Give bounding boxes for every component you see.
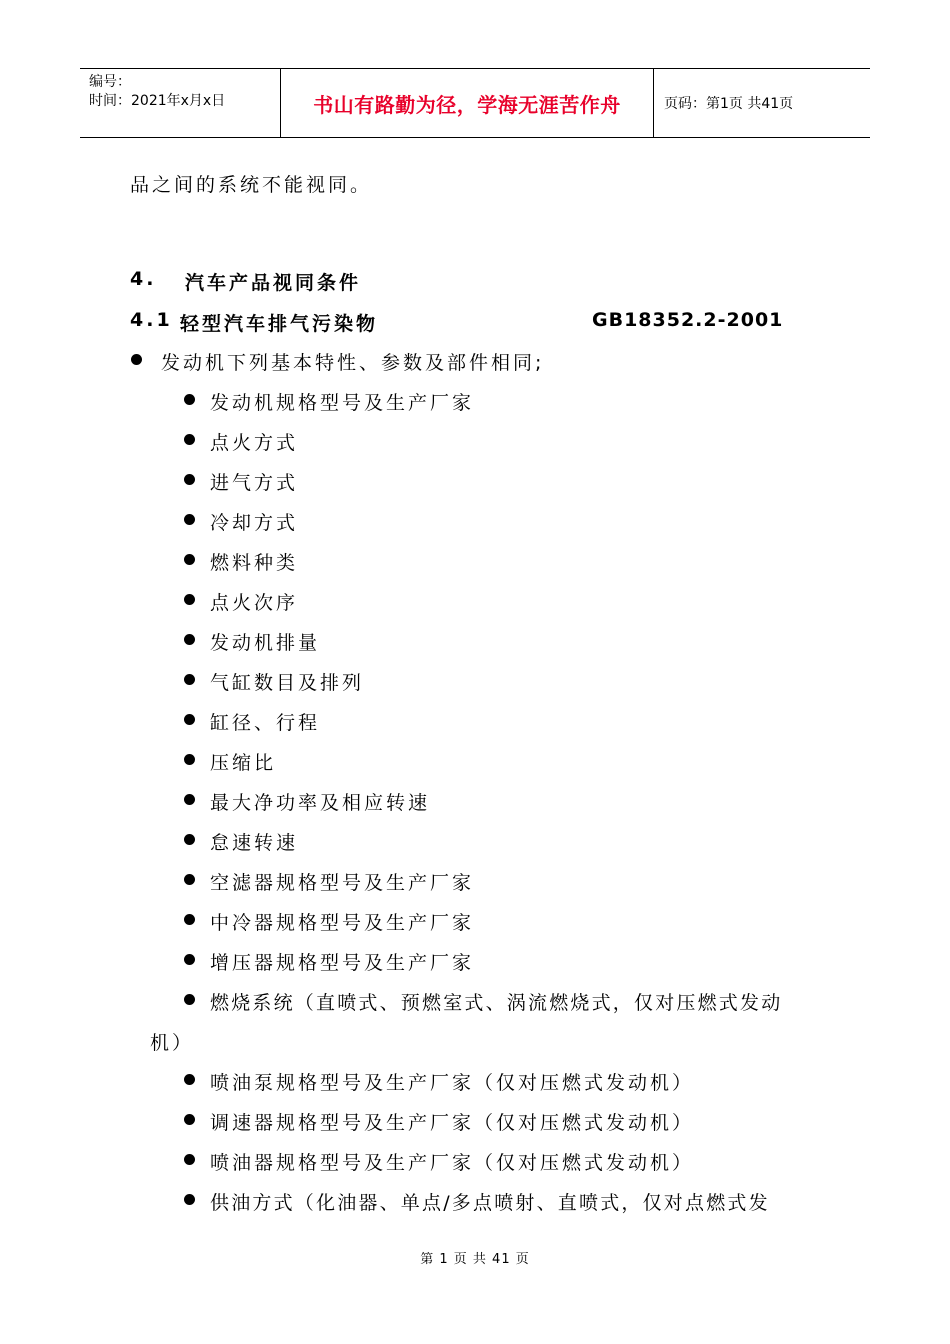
- list-item: 喷油器规格型号及生产厂家（仅对压燃式发动机）: [210, 1152, 695, 1174]
- bullet-icon: [184, 794, 195, 805]
- bullet-icon: [184, 554, 195, 565]
- list-item: 发动机规格型号及生产厂家: [210, 392, 475, 414]
- list-item: 调速器规格型号及生产厂家（仅对压燃式发动机）: [210, 1112, 695, 1134]
- bullet-icon: [184, 594, 195, 605]
- section-number: 4.: [130, 268, 157, 290]
- header-motto: 书山有路勤为径，学海无涯苦作舟: [313, 92, 621, 117]
- list-item: 冷却方式: [210, 512, 299, 534]
- bullet-icon: [184, 1114, 195, 1125]
- list-item: 发动机排量: [210, 632, 321, 654]
- bullet-icon: [184, 1074, 195, 1085]
- header-motto-cell: [281, 69, 654, 137]
- bullet-icon: [184, 714, 195, 725]
- list-item: 最大净功率及相应转速: [210, 792, 431, 814]
- header-meta: [80, 69, 281, 137]
- list-item: 怠速转速: [210, 832, 299, 854]
- list-item: 压缩比: [210, 752, 277, 774]
- bullet-icon: [184, 394, 195, 405]
- bullet-icon: [184, 994, 195, 1005]
- list-item: 缸径、行程: [210, 712, 321, 734]
- bullet-icon: [184, 674, 195, 685]
- bullet-icon: [184, 1154, 195, 1165]
- list-item: 气缸数目及排列: [210, 672, 365, 694]
- bullet-icon: [184, 754, 195, 765]
- list-item: 燃料种类: [210, 552, 299, 574]
- page-footer: 第 1 页 共 41 页: [420, 1252, 530, 1267]
- list-item: 点火方式: [210, 432, 299, 454]
- document-time-label: 时间：2021年x月x日: [89, 93, 226, 109]
- section-title: 汽车产品视同条件: [185, 272, 362, 294]
- bullet-icon: [131, 354, 142, 365]
- list-item-continuation: 机）: [150, 1032, 195, 1054]
- list-item: 供油方式（化油器、单点/多点喷射、直喷式，仅对点燃式发: [210, 1192, 770, 1214]
- bullet-icon: [184, 1194, 195, 1205]
- list-item: 喷油泵规格型号及生产厂家（仅对压燃式发动机）: [210, 1072, 695, 1094]
- bullet-icon: [184, 954, 195, 965]
- list-item: 燃烧系统（直喷式、预燃室式、涡流燃烧式，仅对压燃式发动: [210, 992, 783, 1014]
- document-number-label: 编号：: [89, 74, 131, 90]
- list-item: 点火次序: [210, 592, 299, 614]
- header-page-cell: [654, 69, 870, 137]
- list-item: 空滤器规格型号及生产厂家: [210, 872, 475, 894]
- header-page-label: 页码：第1页 共41页: [664, 96, 794, 112]
- subsection-title: 轻型汽车排气污染物: [180, 313, 379, 335]
- document-header: [80, 68, 870, 138]
- list-item: 进气方式: [210, 472, 299, 494]
- bullet-icon: [184, 474, 195, 485]
- main-bullet-text: 发动机下列基本特性、参数及部件相同;: [161, 352, 545, 374]
- bullet-icon: [184, 834, 195, 845]
- bullet-icon: [184, 634, 195, 645]
- continuation-text: 品之间的系统不能视同。: [130, 174, 373, 196]
- bullet-icon: [184, 514, 195, 525]
- subsection-number: 4.1: [130, 309, 173, 331]
- bullet-icon: [184, 434, 195, 445]
- standard-code: GB18352.2-2001: [592, 309, 784, 331]
- bullet-icon: [184, 874, 195, 885]
- list-item: 中冷器规格型号及生产厂家: [210, 912, 475, 934]
- list-item: 增压器规格型号及生产厂家: [210, 952, 475, 974]
- bullet-icon: [184, 914, 195, 925]
